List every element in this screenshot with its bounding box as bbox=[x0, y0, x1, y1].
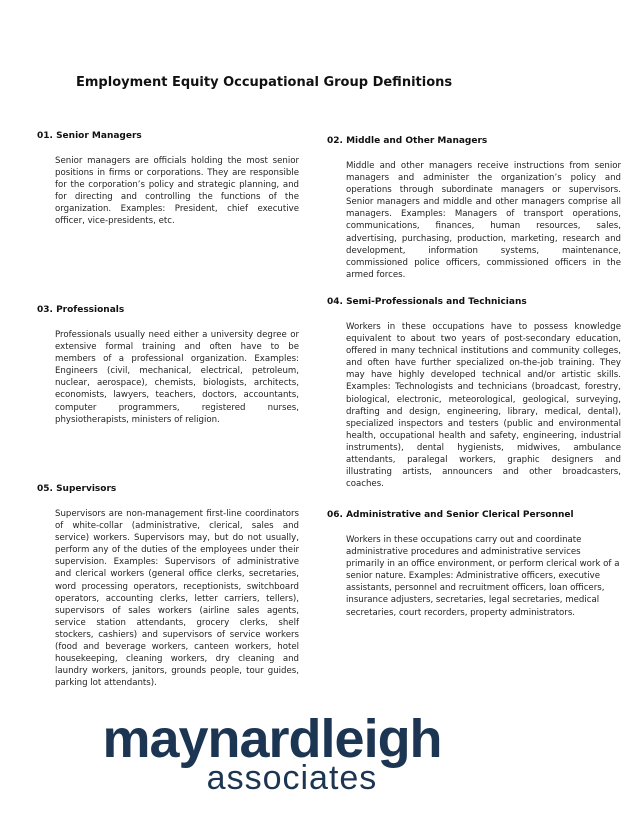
section-middle-managers bbox=[327, 135, 621, 281]
section-heading: 01. Senior Managers bbox=[37, 131, 142, 141]
section-administrative-clerical bbox=[327, 509, 621, 619]
section-heading: 05. Supervisors bbox=[37, 484, 117, 494]
section-body: Professionals usually need either a university degree or extensive formal training and often have to be members of a professional organization. Examples: Engineers (civil, mechanical, electrical, petroleum, nuclear, aerospace), chemists, biologists, architects, economists, lawyers, teachers, doctors, accountants, computer programmers, registered nurses, physiotherapists, ministers of religion. bbox=[55, 330, 299, 425]
section-body: Middle and other managers receive instructions from senior managers and administer the organization’s policy and operations through subordinate managers or supervisors. Senior managers and middle and other managers comprise all managers. Examples: Managers of transport operations, communications, finances, human resources, sales, advertising, purchasing, production, marketing, research and development, information systems, maintenance, commissioned police officers, commissioned officers in the armed forces. bbox=[346, 161, 621, 280]
section-heading: 06. Administrative and Senior Clerical Personnel bbox=[327, 510, 574, 520]
logo-wordmark-main: maynardleigh bbox=[102, 709, 442, 769]
section-body: Workers in these occupations carry out and coordinate administrative procedures and administrative services primarily in an office environment, or perform clerical work of a senior nature. Examples: Administrative officers, executive assistants, personnel and recruitment officers, loan officers, insurance adjusters, secretaries, legal secretaries, medical secretaries, court recorders, property administrators. bbox=[346, 535, 620, 618]
section-supervisors bbox=[37, 483, 299, 689]
section-heading: 03. Professionals bbox=[37, 305, 125, 315]
section-senior-managers bbox=[37, 130, 299, 228]
section-professionals bbox=[37, 304, 299, 426]
section-body: Workers in these occupations have to possess knowledge equivalent to about two years of post-secondary education, offered in many technical institutions and community colleges, and often have further specialized on-the-job training. They may have highly developed technical and/or artistic skills. Examples: Technologists and technicians (broadcast, forestry, biological, electronic, meteorological, geological, surveying, drafting and design, engineering, library, medical, dental), specialized inspectors and testers (public and environmental health, occupational health and safety, engineering, industrial instruments), dental hygienists, midwives, ambulance attendants, paralegal workers, graphic designers and illustrating artists, announcers and other broadcasters, coaches. bbox=[346, 322, 621, 490]
logo-wordmark-sub: associates bbox=[206, 759, 378, 797]
section-heading: 04. Semi-Professionals and Technicians bbox=[327, 297, 527, 307]
page-title: Employment Equity Occupational Group Definitions bbox=[76, 75, 453, 90]
section-body: Senior managers are officials holding the most senior positions in firms or corporations. They are responsible for the corporation’s policy and strategic planning, and for directing and controlling the functions of the organization. Examples: President, chief executive officer, vice-presidents, etc. bbox=[55, 156, 299, 227]
section-semi-professionals bbox=[327, 296, 621, 490]
section-heading: 02. Middle and Other Managers bbox=[327, 136, 488, 146]
section-body: Supervisors are non-management first-line coordinators of white-collar (administrative, clerical, sales and service) workers. Supervisors may, but do not usually, perform any of the duties of the employees under their supervision. Examples: Supervisors of administrative and clerical workers (general office clerks, secretaries, word processing operators, receptionists, switchboard operators, accounting clerks, letter carriers, tellers), supervisors of sales workers (airline sales agents, service station attendants, grocery clerks, shelf stockers, cashiers) and supervisors of service workers (food and beverage workers, canteen workers, hotel housekeeping, cleaning workers, dry cleaning and laundry workers, janitors, grounds people, tour guides, parking lot attendants). bbox=[55, 509, 299, 689]
company-logo bbox=[72, 709, 472, 812]
